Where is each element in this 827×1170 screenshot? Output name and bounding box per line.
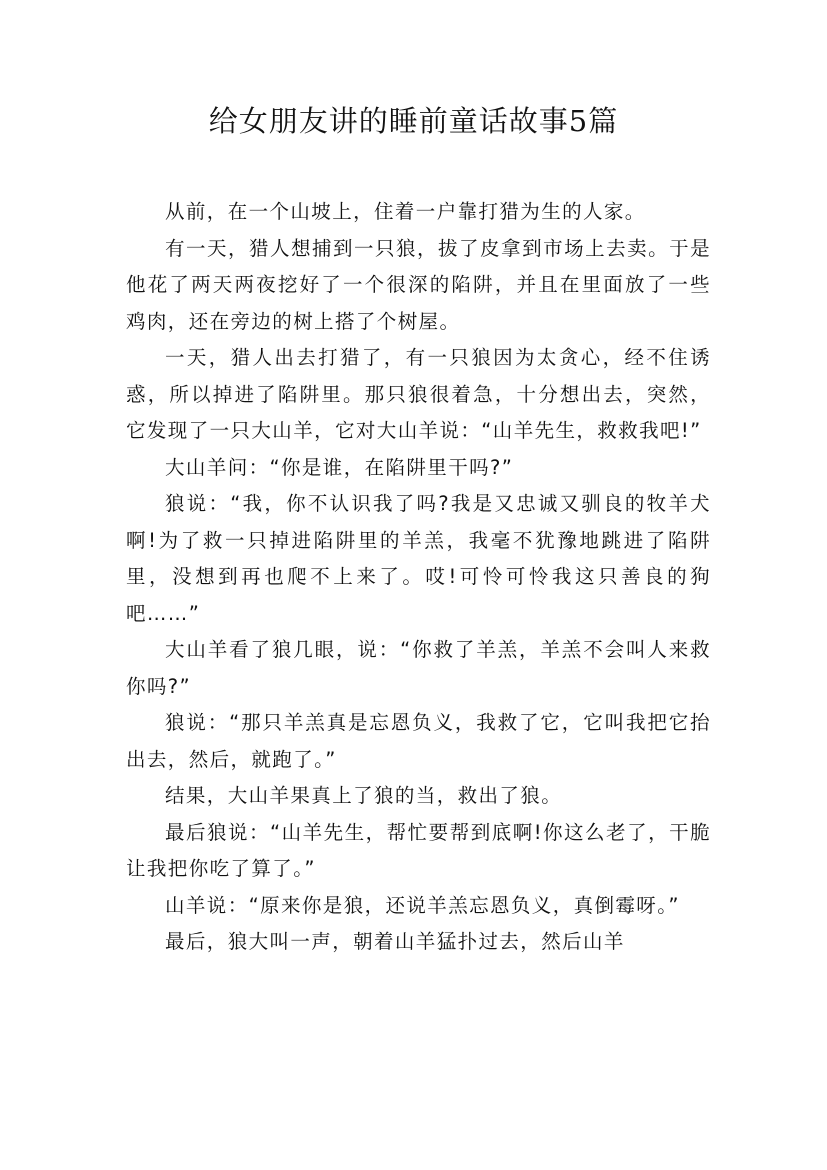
paragraph: 狼说：“那只羊羔真是忘恩负义，我救了它，它叫我把它抬出去，然后，就跑了。” <box>126 711 711 771</box>
paragraph: 大山羊看了狼几眼，说：“你救了羊羔，羊羔不会叫人来救你吗?” <box>126 638 711 698</box>
document-title: 给女朋友讲的睡前童话故事5篇 <box>208 104 619 138</box>
paragraph: 最后，狼大叫一声，朝着山羊猛扑过去，然后山羊 <box>165 930 625 953</box>
paragraph: 最后狼说：“山羊先生，帮忙要帮到底啊!你这么老了，干脆让我把你吃了算了。” <box>126 820 711 880</box>
paragraph: 山羊说：“原来你是狼，还说羊羔忘恩负义，真倒霉呀。” <box>165 893 680 917</box>
paragraph: 一天，猎人出去打猎了，有一只狼因为太贪心，经不住诱惑，所以掉进了陷阱里。那只狼很着急，十分想出去，突然，它发现了一只大山羊，它对大山羊说：“山羊先生，救救我吧!” <box>126 346 711 442</box>
paragraph: 从前，在一个山坡上，住着一户靠打猎为生的人家。 <box>165 200 646 223</box>
document-body <box>126 194 711 961</box>
paragraph: 大山羊问：“你是谁，在陷阱里干吗?” <box>165 455 514 479</box>
paragraph: 狼说：“我，你不认识我了吗?我是又忠诚又驯良的牧羊犬啊!为了救一只掉进陷阱里的羊羔，我毫不犹豫地跳进了陷阱里，没想到再也爬不上来了。哎!可怜可怜我这只善良的狗吧……” <box>126 492 711 625</box>
paragraph: 有一天，猎人想捕到一只狼，拔了皮拿到市场上去卖。于是他花了两天两夜挖好了一个很深的陷阱，并且在里面放了一些鸡肉，还在旁边的树上搭了个树屋。 <box>126 236 711 333</box>
paragraph: 结果，大山羊果真上了狼的当，救出了狼。 <box>165 784 563 807</box>
